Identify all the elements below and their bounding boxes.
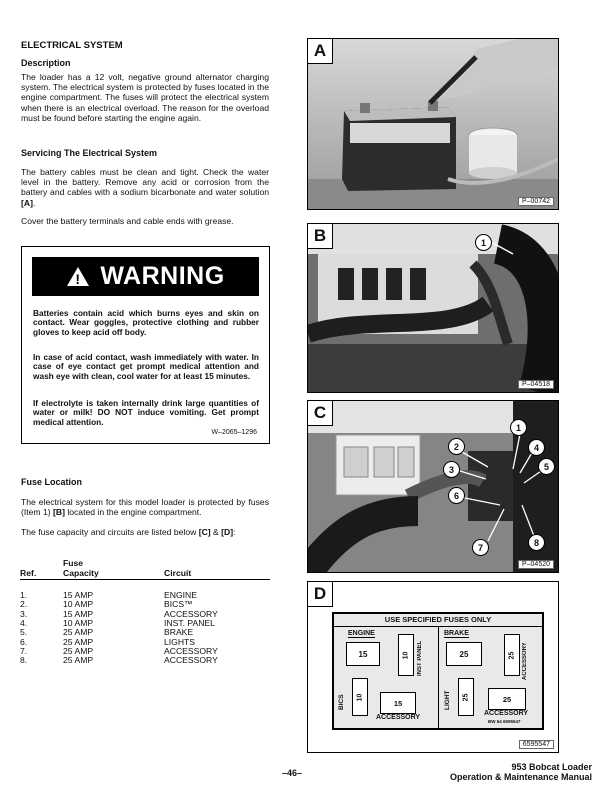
figure-c-callout-8: 8 — [528, 534, 545, 551]
fuse-brake-label: BRAKE — [444, 630, 469, 637]
servicing-heading: Servicing The Electrical System — [21, 148, 158, 158]
figure-ref-b: [B] — [53, 507, 65, 518]
cell-cap: 10 AMP — [63, 617, 94, 628]
cell-ref: 3. — [20, 608, 28, 619]
footer-line-1: 953 Bobcat Loader — [511, 762, 592, 772]
figure-a — [307, 38, 559, 210]
description-text: The loader has a 12 volt, negative ground alternator charging system. The electrical system is protected by fuses located in the engine compartment. The fuses will protect the electrical system when there is an electrical overload. The reason for the overload must be found before starting the engine again. — [21, 72, 269, 123]
cell-circuit: ACCESSORY — [164, 645, 218, 656]
servicing-text-2: Cover the battery terminals and cable ends with grease. — [21, 216, 234, 226]
warning-para-3: If electrolyte is taken internally drink large quantities of water or milk! DO NOT induce vomiting. Get prompt medical attention. — [33, 398, 259, 427]
fuse-location-heading: Fuse Location — [21, 477, 83, 487]
fuse-inst-panel: 10 — [398, 634, 414, 676]
fuse-accessory-bot-label: ACCESSORY — [484, 710, 529, 717]
figure-b-label: B — [308, 224, 333, 249]
figure-b-code: P–04518 — [518, 380, 554, 389]
fuse-list-intro: The fuse capacity and circuits are listed below [C] & [D]: — [21, 527, 236, 537]
fuse-decal — [332, 612, 544, 730]
cell-cap: 25 AMP — [63, 655, 94, 666]
figure-b — [307, 223, 559, 393]
figure-c-callout-5: 5 — [538, 458, 555, 475]
section-title: ELECTRICAL SYSTEM — [21, 40, 123, 51]
figure-c-callout-6: 6 — [448, 487, 465, 504]
footer-line-2: Operation & Maintenance Manual — [449, 772, 592, 782]
cell-circuit: ENGINE — [164, 590, 197, 600]
fuse-light-label: LIGHT — [444, 690, 451, 710]
cell-circuit: ACCESSORY — [164, 655, 218, 666]
fuse-location-text: The electrical system for this model loader is protected by fuses (Item 1) [B] located in the engine compartment. — [21, 497, 269, 518]
fuse-engine: 15 — [346, 642, 380, 666]
cell-cap: 25 AMP — [63, 627, 94, 638]
warning-title: WARNING — [100, 262, 225, 290]
figure-ref-a: [A] — [21, 197, 33, 208]
fuse-brake: 25 — [446, 642, 482, 666]
figure-c-callout-2: 2 — [448, 438, 465, 455]
figure-a-label: A — [308, 39, 333, 64]
table-header-top: Fuse — [63, 558, 84, 568]
warning-header — [32, 257, 259, 296]
figure-c-code: P–04520 — [518, 560, 554, 569]
figure-d — [307, 581, 559, 753]
warning-para-2: In case of acid contact, wash immediately with water. In case of eye contact get prompt medical attention and wash eye with clean, cool water for at least 15 minutes. — [33, 352, 259, 381]
engine-fuse-photo — [308, 224, 558, 392]
fuse-accessory-bot: 25 — [488, 688, 526, 710]
page-number: –46– — [282, 768, 303, 778]
figure-ref-d: [D] — [221, 527, 234, 537]
warning-para-1: Batteries contain acid which burns eyes and skin on contact. Wear goggles, protective clothing and rubber gloves to keep acid off body. — [33, 308, 259, 337]
cell-ref: 8. — [20, 655, 28, 666]
figure-c-callout-3: 3 — [443, 461, 460, 478]
cell-ref: 4. — [20, 617, 28, 628]
fuse-accessory-top-label: ACCESSORY — [522, 642, 528, 680]
figure-c-callout-1: 1 — [510, 419, 527, 436]
cell-cap: 15 AMP — [63, 608, 94, 619]
table-rule — [20, 579, 270, 580]
warning-box — [21, 246, 270, 444]
warning-code: W–2065–1296 — [211, 429, 257, 436]
table-row — [20, 655, 270, 665]
fuse-accessory-mid-label: ACCESSORY — [376, 714, 421, 721]
table-header — [20, 568, 270, 578]
cell-cap: 15 AMP — [63, 590, 94, 600]
fuse-bics-label: BICS — [338, 694, 345, 710]
figure-c-callout-7: 7 — [472, 539, 489, 556]
cell-cap: 25 AMP — [63, 636, 94, 647]
footer-title — [450, 762, 592, 782]
figure-d-code: 6595547 — [519, 740, 554, 749]
fuse-bics: 10 — [352, 678, 368, 716]
figure-b-callout-1: 1 — [475, 234, 492, 251]
cell-circuit: LIGHTS — [164, 636, 196, 647]
decal-code: BW 64 6595547 — [488, 719, 521, 724]
cell-ref: 5. — [20, 627, 28, 638]
cell-circuit: BRAKE — [164, 627, 194, 638]
figure-c-callout-4: 4 — [528, 439, 545, 456]
cell-circuit: BICS™ — [164, 599, 193, 610]
fuse-accessory-mid: 15 — [380, 692, 416, 714]
fuse-accessory-top: 25 — [504, 634, 520, 676]
header-ref: Ref. — [20, 568, 37, 578]
figure-c-label: C — [308, 401, 333, 426]
fuse-inst-panel-label: INST PANEL — [417, 640, 423, 676]
fuse-engine-label: ENGINE — [348, 630, 375, 637]
cell-cap: 25 AMP — [63, 645, 94, 656]
cell-ref: 2. — [20, 599, 28, 610]
fuse-light: 25 — [458, 678, 474, 716]
header-circuit: Circuit — [164, 568, 192, 578]
fuse-decal-header: USE SPECIFIED FUSES ONLY — [334, 614, 542, 627]
servicing-text: The battery cables must be clean and tight. Check the water level in the battery. Remove any acid or corrosion from the battery and cables with a sodium bicarbonate and water solution [A]. — [21, 167, 269, 208]
warning-triangle-icon — [66, 266, 90, 287]
figure-a-code: P–00742 — [518, 197, 554, 206]
figure-d-label: D — [308, 582, 333, 607]
cell-ref: 6. — [20, 636, 28, 647]
svg-text:!: ! — [75, 271, 81, 287]
cell-ref: 7. — [20, 645, 28, 656]
cell-ref: 1. — [20, 590, 28, 600]
cell-cap: 10 AMP — [63, 599, 94, 610]
cell-circuit: ACCESSORY — [164, 608, 218, 619]
description-heading: Description — [21, 58, 71, 68]
figure-c — [307, 400, 559, 573]
header-capacity: Capacity — [63, 568, 99, 578]
figure-ref-c: [C] — [198, 527, 211, 537]
battery-photo — [308, 39, 558, 209]
cell-circuit: INST. PANEL — [164, 617, 215, 628]
